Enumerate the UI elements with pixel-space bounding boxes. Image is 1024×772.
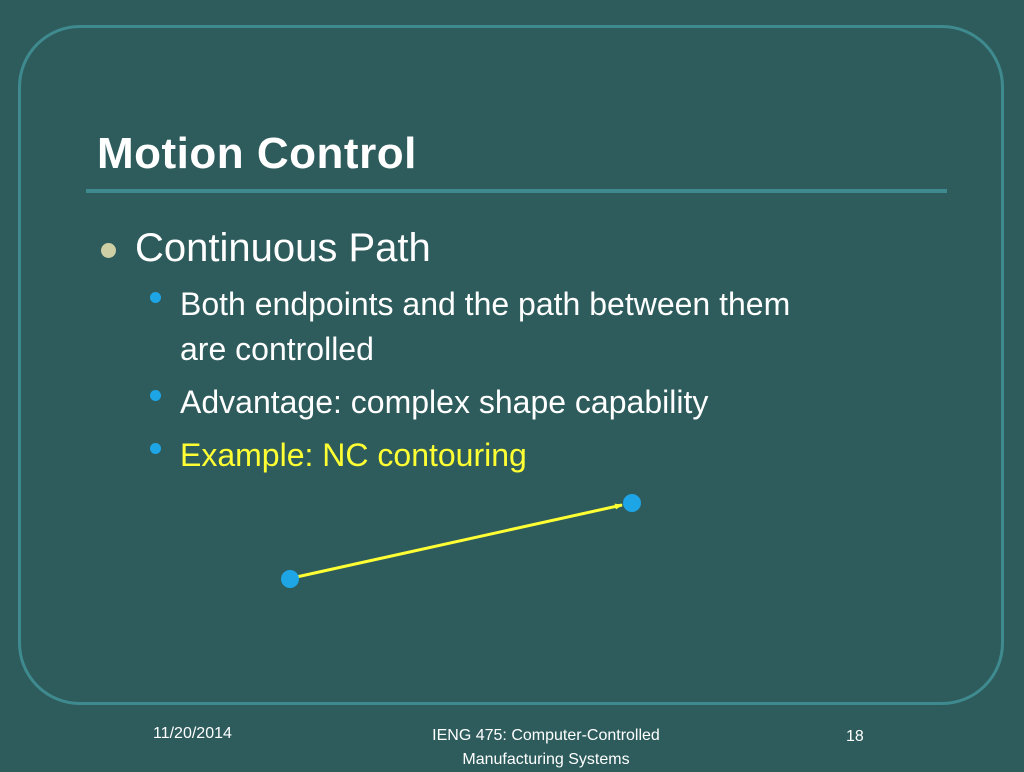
footer-course-line1: IENG 475: Computer-Controlled	[432, 727, 660, 744]
footer-course-line2: Manufacturing Systems	[462, 751, 630, 768]
sub-bullet-endpoints-line1: Both endpoints and the path between them	[180, 286, 791, 322]
sub-bullet-endpoints-line2: are controlled	[180, 331, 374, 367]
sub-bullet-dot-icon	[150, 390, 161, 401]
title-divider	[86, 189, 947, 193]
sub-bullet-dot-icon	[150, 292, 161, 303]
footer-course-title	[382, 724, 710, 772]
sub-bullet-example: Example: NC contouring	[180, 437, 527, 473]
bullet-dot-icon	[101, 243, 116, 258]
slide-number: 18	[846, 728, 864, 745]
sub-bullet-advantage: Advantage: complex shape capability	[180, 384, 709, 420]
sub-bullet-dot-icon	[150, 443, 161, 454]
slide-title: Motion Control	[97, 129, 417, 178]
slide-frame	[18, 25, 1004, 705]
bullet-continuous-path: Continuous Path	[135, 226, 431, 270]
footer-date: 11/20/2014	[153, 725, 232, 742]
